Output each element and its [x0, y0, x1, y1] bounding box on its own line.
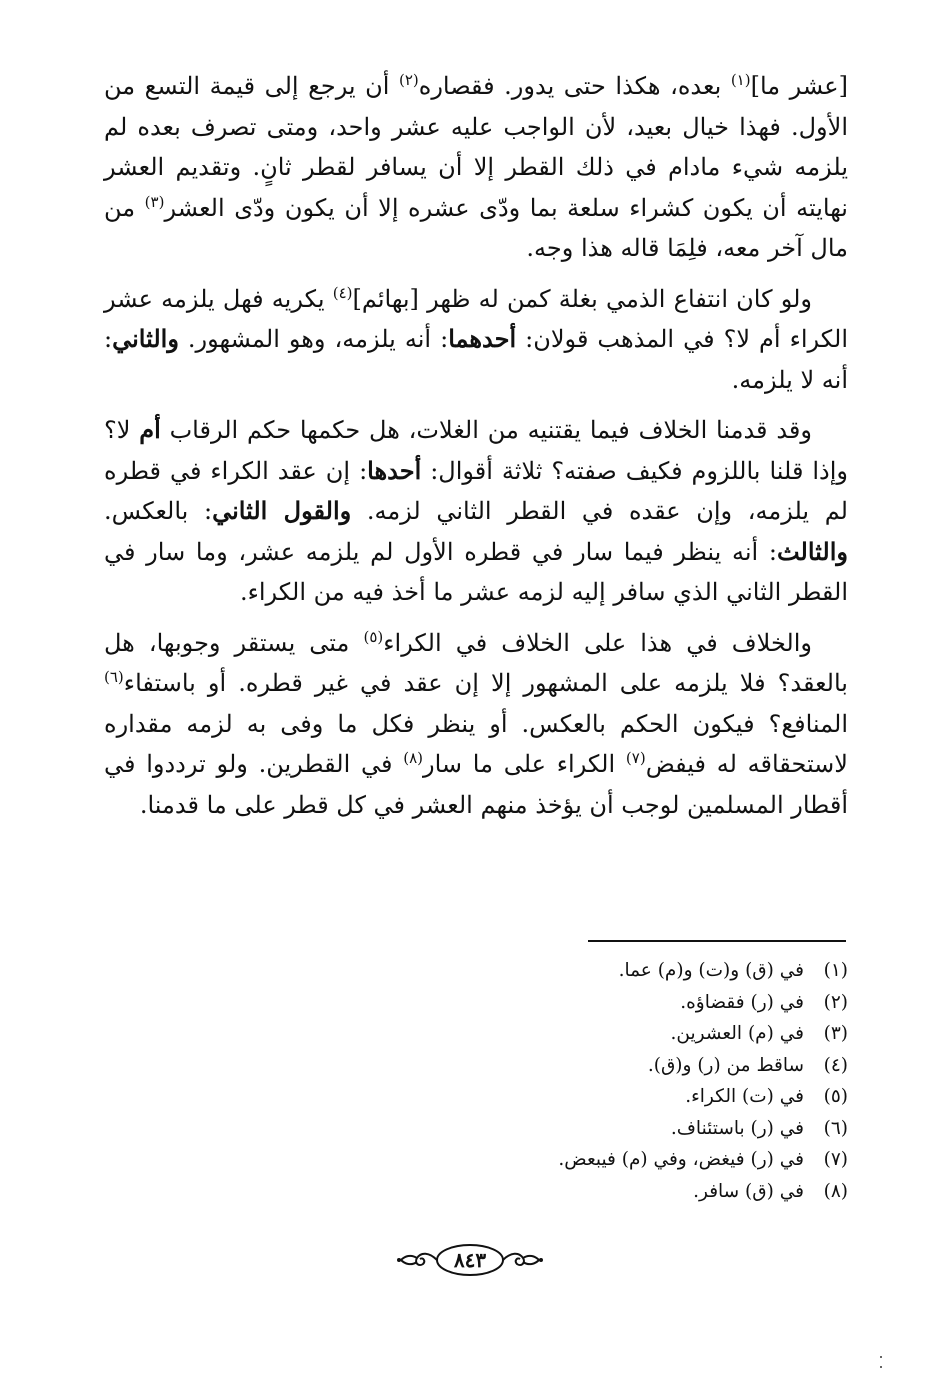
- footnote-text: في (م) العشرين.: [670, 1023, 804, 1044]
- footnote-text: في (ر) باستئناف.: [670, 1117, 804, 1139]
- text-run: الكراء على ما سار: [423, 750, 626, 778]
- footnote-marker: (٦): [104, 668, 124, 686]
- footnote-number: (٧): [823, 1149, 848, 1170]
- bold-term: أم: [139, 415, 161, 444]
- footnotes-list: [300, 955, 848, 1207]
- footnote-number: (٥): [823, 1086, 848, 1107]
- footnote-text: في (ر) فيغض، وفي (م) فيبعض.: [558, 1149, 804, 1170]
- bold-term: والثالث: [776, 536, 848, 566]
- text-run: وقد قدمنا الخلاف فيما يقتنيه من الغلات، هل حكمها حكم الرقاب: [160, 416, 812, 444]
- footnote-number: (٨): [823, 1180, 848, 1202]
- text-run: ولو كان انتفاع الذمي بغلة كمن له ظهر [بهائم]: [352, 284, 813, 313]
- footnote-marker: (١): [730, 71, 751, 89]
- bold-term: والقول الثاني: [212, 496, 352, 525]
- footnote-number: (٦): [823, 1117, 848, 1139]
- text-run: المنافع؟ فيكون الحكم بالعكس. أو ينظر فكل ما وفى به لزمه مقداره لاستحقاقه له فيفض: [104, 709, 848, 778]
- scan-mark: [880, 1366, 882, 1368]
- bold-term: أحدها: [367, 455, 422, 485]
- scan-mark: [880, 1356, 882, 1358]
- text-run: : بالعكس.: [104, 497, 213, 525]
- text-run: بعده، هكذا حتى يدور. فقصاره: [418, 72, 731, 100]
- footnote-text: في (ت) الكراء.: [685, 1086, 804, 1107]
- text-run: من مال آخر معه، فلِمَا قاله هذا وجه.: [104, 193, 848, 262]
- text-run: يكريه فهل يلزمه عشر الكراء أم لا؟ في المذهب قولان:: [104, 284, 849, 353]
- text-run: أن يرجع إلى قيمة التسع من الأول. فهذا خيال بعيد، لأن الواجب عليه عشر واحد، ومتى تصرف بعده لم يلزمه شيء مادام في ذلك القطر إلا أن يسافر لقطر ثانٍ. وتقديم العشر نهايته أن يكون كشراء سلعة بما ودّى عشره إلا أن يكون ودّى العشر: [104, 72, 848, 222]
- text-run: في القطرين. ولو ترددوا في أقطار المسلمين لوجب أن يؤخذ منهم العشر في كل قطر على ما قدمنا.: [104, 750, 848, 819]
- footnote-number: (٢): [823, 991, 848, 1013]
- text-run: [عشر ما]: [750, 72, 848, 100]
- bold-term: أحدهما: [448, 324, 517, 353]
- footnote-text: في (ر) فقضاؤه.: [680, 991, 804, 1013]
- footnote-marker: (٨): [403, 749, 424, 767]
- footnote-text: في (ق) سافر.: [693, 1180, 804, 1202]
- text-run: متى يستقر وجوبها، هل بالعقد؟ فلا يلزمه على المشهور إلا إن عقد في غير قطره. أو باستفاء: [104, 628, 848, 697]
- paragraph: [104, 66, 848, 269]
- footnote-number: (١): [823, 960, 848, 981]
- text-run: : إن عقد الكراء في قطره لم يلزمه، وإن عقده في القطر الثاني لزمه.: [104, 456, 848, 525]
- paragraph: [104, 623, 848, 826]
- main-text: [104, 66, 848, 835]
- page-number: ٨٤٣: [453, 1248, 487, 1272]
- footnote-item: [300, 987, 848, 1019]
- footnote-item: [300, 1176, 848, 1208]
- footnote-item: [300, 1081, 848, 1113]
- footnote-item: [300, 1144, 848, 1176]
- bold-term: والثاني: [112, 324, 179, 353]
- paragraph: [104, 410, 848, 613]
- footnote-item: [300, 1113, 848, 1145]
- text-run: : أنه يلزمه، وهو المشهور.: [178, 325, 449, 353]
- text-run: لا؟ وإذا قلنا باللزوم فكيف صفته؟ ثلاثة أقوال:: [104, 416, 849, 485]
- footnote-marker: (٥): [363, 627, 384, 646]
- footnote-number: (٣): [823, 1023, 848, 1044]
- footnote-item: [300, 1050, 848, 1082]
- footnote-marker: (٤): [332, 283, 353, 302]
- text-run: : أنه ينظر فيما سار في قطره الأول لم يلزمه عشر، وما سار في القطر الثاني الذي سافر إليه لزمه عشر ما أخذ فيه من الكراء.: [104, 537, 848, 606]
- footnote-number: (٤): [823, 1054, 848, 1076]
- footnote-text: في (ق) و(ت) و(م) عما.: [618, 960, 804, 981]
- page-number-ornament: [395, 1240, 545, 1280]
- footnote-divider: [588, 940, 846, 942]
- footnote-marker: (٧): [625, 749, 646, 767]
- footnote-marker: (٣): [144, 192, 165, 211]
- text-run: والخلاف في هذا على الخلاف في الكراء: [383, 628, 812, 657]
- footnote-item: [300, 1018, 848, 1050]
- paragraph: [104, 279, 848, 401]
- footnote-text: ساقط من (ر) و(ق).: [647, 1054, 804, 1076]
- footnote-item: [300, 955, 848, 987]
- text-run: : أنه لا يلزمه.: [104, 325, 848, 394]
- footnote-marker: (٢): [398, 71, 419, 89]
